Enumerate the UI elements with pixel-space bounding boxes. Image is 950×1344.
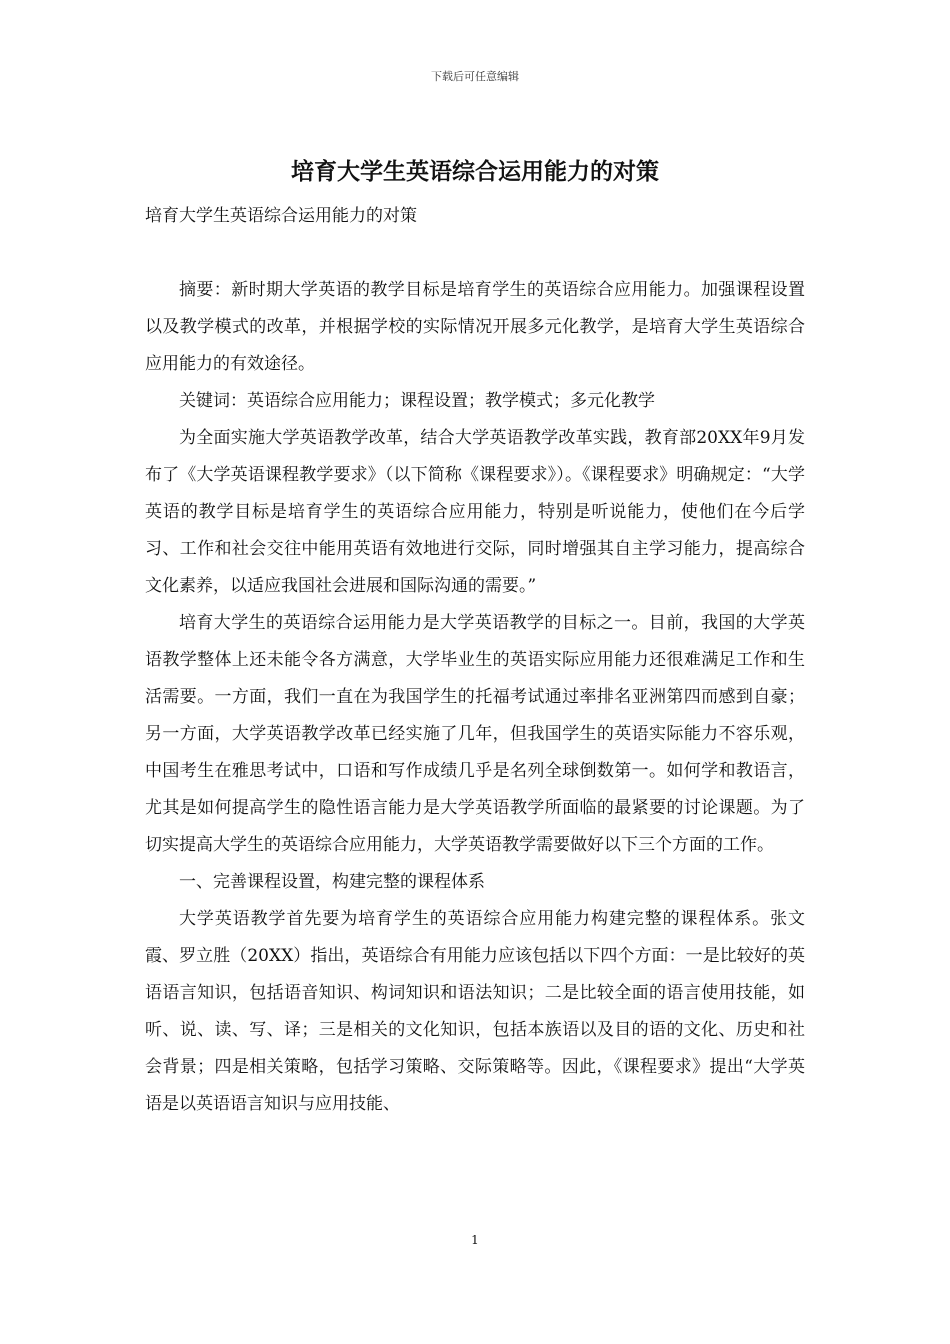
body-paragraph: 培育大学生的英语综合运用能力是大学英语教学的目标之一。目前，我国的大学英语教学整体上还未能令各方满意，大学毕业生的英语实际应用能力还很难满足工作和生活需要。一方面，我们一直在为我国学生的托福考试通过率排名亚洲第四而感到自豪；另一方面，大学英语教学改革已经实施了几年，但我国学生的英语实际能力不容乐观，中国考生在雅思考试中，口语和写作成绩几乎是名列全球倒数第一。如何学和教语言，尤其是如何提高学生的隐性语言能力是大学英语教学所面临的最紧要的讨论课题。为了切实提高大学生的英语综合应用能力，大学英语教学需要做好以下三个方面的工作。: [145, 613, 805, 855]
document-body: [145, 198, 805, 1123]
document-subtitle: 培育大学生英语综合运用能力的对策: [145, 206, 417, 226]
document-title: 培育大学生英语综合运用能力的对策: [291, 158, 659, 185]
body-paragraph: 大学英语教学首先要为培育学生的英语综合应用能力构建完整的课程体系。张文霞、罗立胜（20XX）指出，英语综合有用能力应该包括以下四个方面：一是比较好的英语语言知识，包括语音知识、构词知识和语法知识；二是比较全面的语言使用技能，如听、说、读、写、译；三是相关的文化知识，包括本族语以及目的语的文化、历史和社会背景；四是相关策略，包括学习策略、交际策略等。因此，《课程要求》提出“大学英语是以英语语言知识与应用技能、: [145, 909, 805, 1114]
abstract-paragraph: 摘要：新时期大学英语的教学目标是培育学生的英语综合应用能力。加强课程设置以及教学模式的改革，并根据学校的实际情况开展多元化教学，是培育大学生英语综合应用能力的有效途径。: [145, 280, 805, 374]
keywords-paragraph: 关键词：英语综合应用能力；课程设置；教学模式；多元化教学: [179, 391, 655, 411]
page-number: 1: [471, 1233, 479, 1247]
blank-line: [145, 235, 805, 272]
section-heading: 一、完善课程设置，构建完整的课程体系: [179, 872, 485, 892]
page-header-note: 下载后可任意编辑: [431, 70, 519, 83]
body-paragraph: 为全面实施大学英语教学改革，结合大学英语教学改革实践，教育部20XX年9月发布了《大学英语课程教学要求》（以下简称《课程要求》）。《课程要求》明确规定：“大学英语的教学目标是培育学生的英语综合应用能力，特别是听说能力，使他们在今后学习、工作和社会交往中能用英语有效地进行交际，同时增强其自主学习能力，提高综合文化素养，以适应我国社会进展和国际沟通的需要。”: [145, 428, 805, 596]
